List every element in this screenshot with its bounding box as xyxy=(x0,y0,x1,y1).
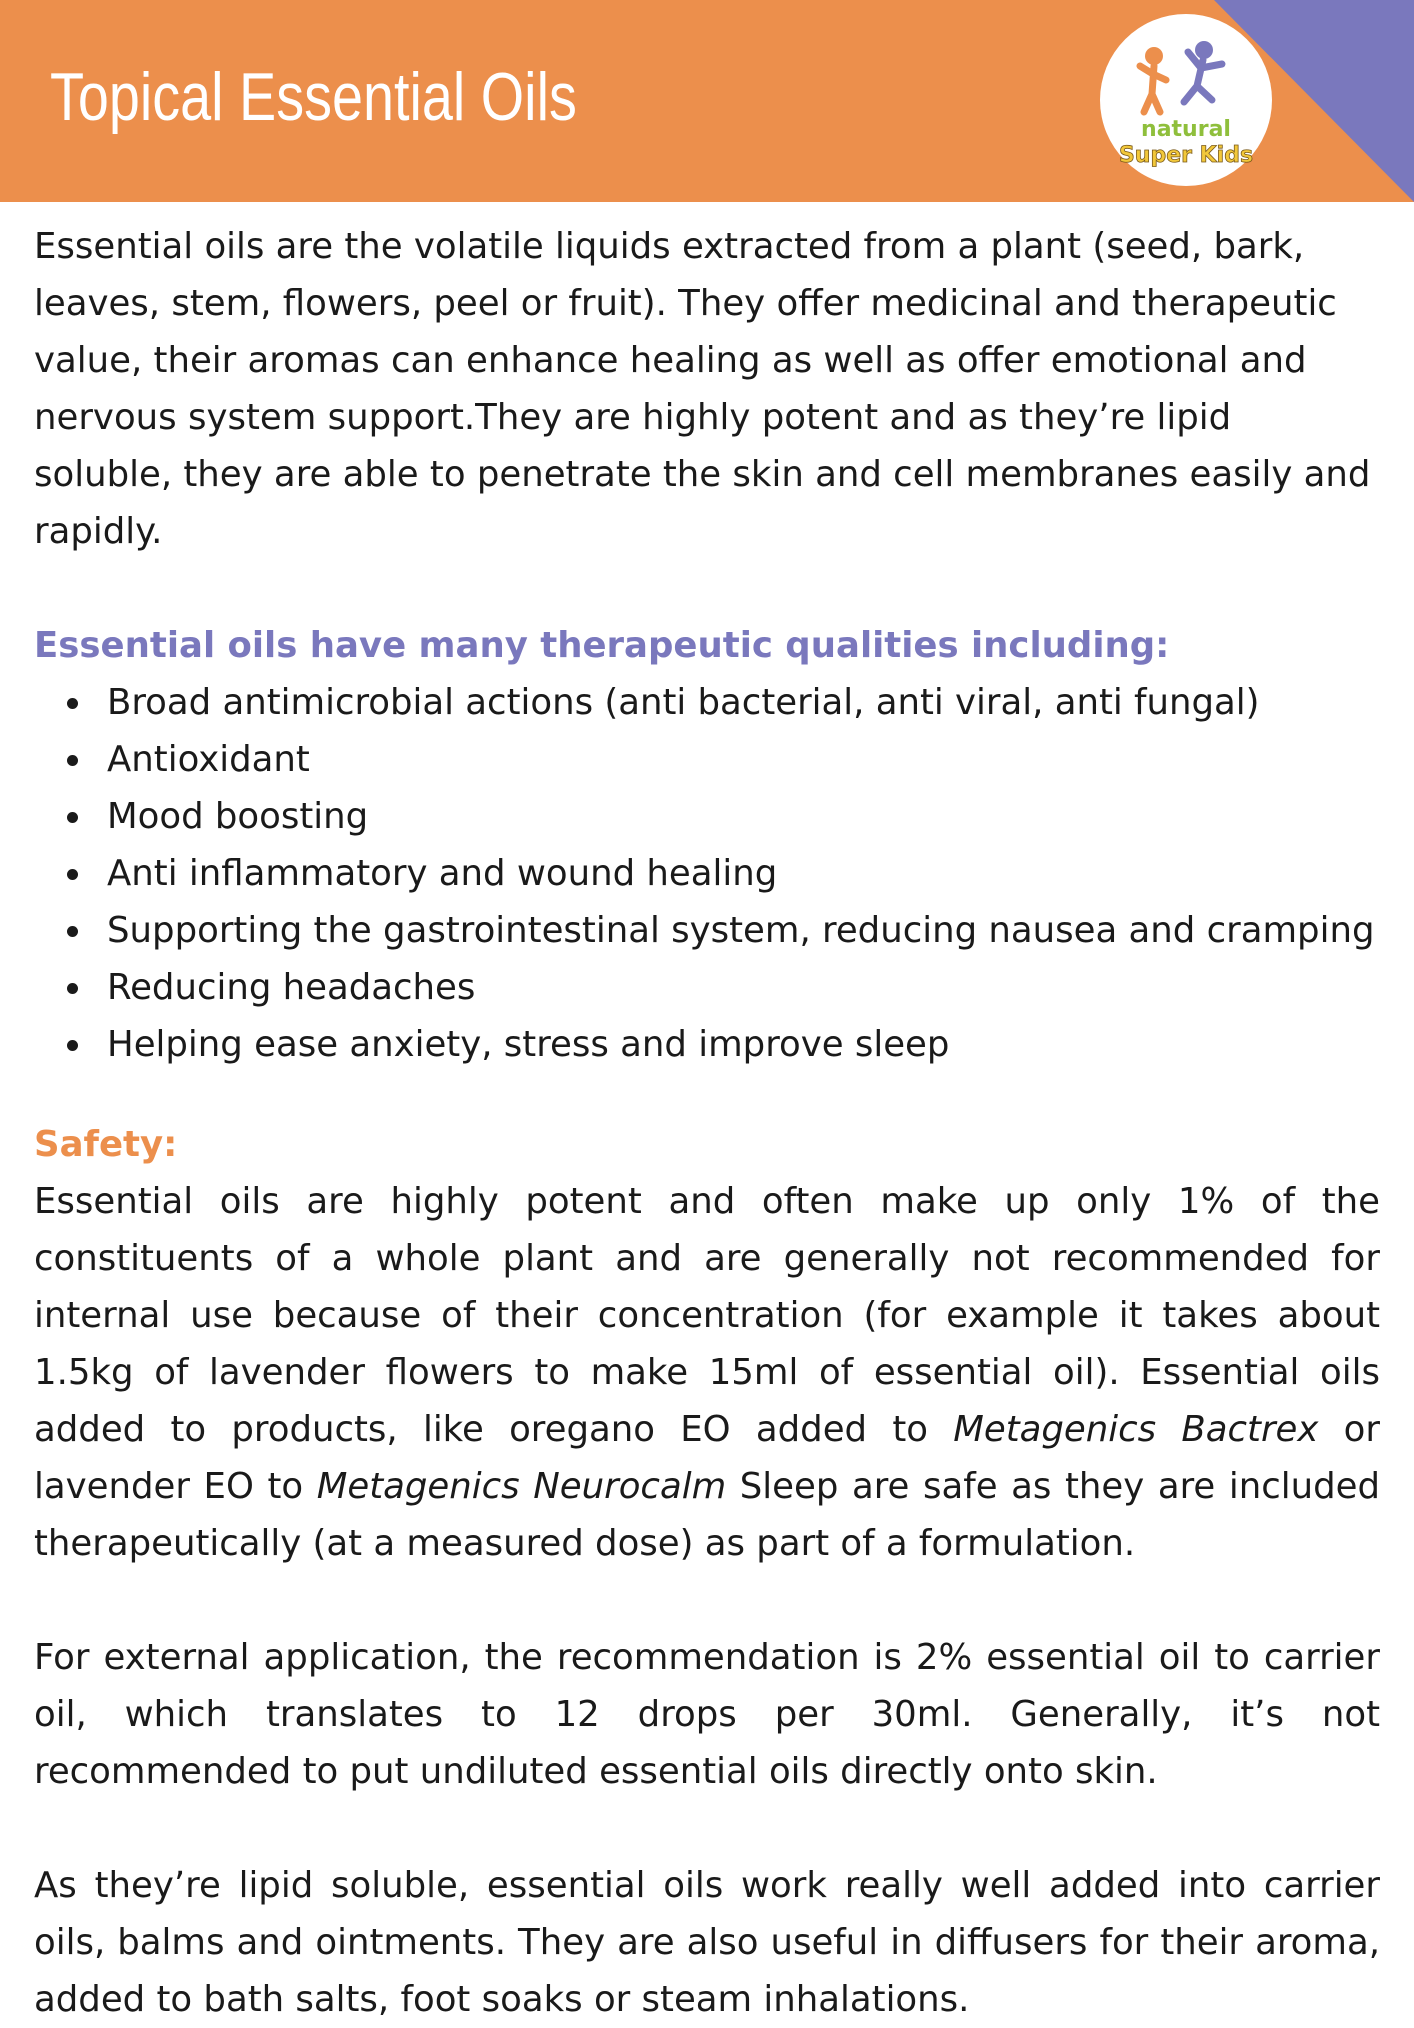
bullet-icon xyxy=(67,755,78,766)
qualities-list xyxy=(34,674,1380,1073)
product-name: Metagenics Neurocalm xyxy=(316,1466,727,1507)
list-item: Mood boosting xyxy=(34,788,1380,845)
bullet-icon xyxy=(67,812,78,823)
list-item: Supporting the gastrointestinal system, reducing nausea and cramping xyxy=(34,902,1380,959)
intro-paragraph: Essential oils are the volatile liquids extracted from a plant (seed, bark, leaves, stem, flowers, peel or fruit). They offer medicinal and therapeutic value, their aromas can enhance healing as well as offer emotional and nervous system support.They are highly potent and as they’re lipid soluble, they are able to penetrate the skin and cell membranes easily and rapidly. xyxy=(34,226,1371,552)
bullet-icon xyxy=(67,926,78,937)
main-content xyxy=(34,218,1380,2028)
application-paragraph: For external application, the recommendation is 2% essential oil to carrier oil, which translates to 12 drops per 30ml. Generally, it’s not recommended to put undiluted essential oils directly onto skin. xyxy=(34,1637,1380,1792)
header-banner xyxy=(0,0,1414,202)
list-item: Anti inflammatory and wound healing xyxy=(34,845,1380,902)
product-name: Metagenics Bactrex xyxy=(953,1409,1319,1450)
bullet-icon xyxy=(67,983,78,994)
bullet-icon xyxy=(67,698,78,709)
children-jumping-icon xyxy=(1100,14,1272,186)
natural-super-kids-logo xyxy=(1100,14,1272,186)
page-title: Topical Essential Oils xyxy=(50,59,577,135)
list-item: Helping ease anxiety, stress and improve sleep xyxy=(34,1016,1380,1073)
qualities-heading: Essential oils have many therapeutic qualities including: xyxy=(34,625,1170,666)
list-item: Antioxidant xyxy=(34,731,1380,788)
svg-text:natural: natural xyxy=(1141,117,1231,142)
bullet-icon xyxy=(67,869,78,880)
safety-paragraph: Essential oils are highly potent and often make up only 1% of the constituents of a whole plant and are generally not recommended for internal use because of their concentration (for example it takes about 1.5kg of lavender flowers to make 15ml of essential oil). Essential oils added to products, like oregano EO added to Metagenics Bactrex or lavender EO to Metagenics Neurocalm Sleep are safe as they are included therapeutically (at a measured dose) as part of a formulation. xyxy=(34,1181,1380,1564)
svg-text:Super Kids: Super Kids xyxy=(1118,143,1254,168)
usage-paragraph: As they’re lipid soluble, essential oils work really well added into carrier oils, balms and ointments. They are also useful in diffusers for their aroma, added to bath salts, foot soaks or steam inhalations. xyxy=(34,1865,1380,2020)
list-item: Reducing headaches xyxy=(34,959,1380,1016)
safety-heading: Safety: xyxy=(34,1124,178,1165)
list-item: Broad antimicrobial actions (anti bacterial, anti viral, anti fungal) xyxy=(34,674,1380,731)
bullet-icon xyxy=(67,1040,78,1051)
